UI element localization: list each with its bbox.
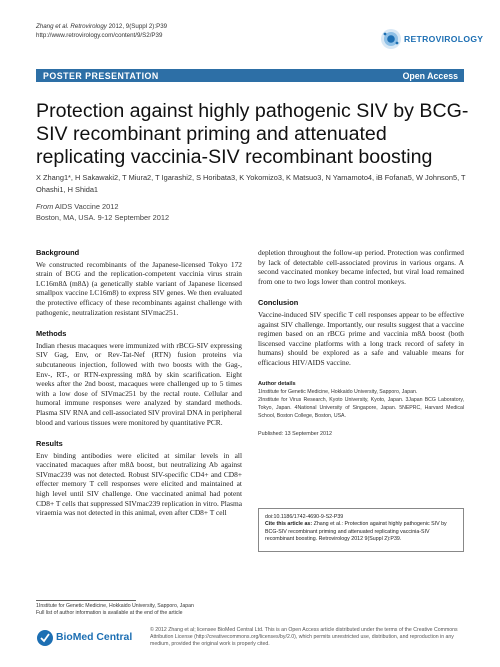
citation-journal: Retrovirology [70, 23, 107, 30]
footnote-note: Full list of author information is available at the end of the article [36, 610, 183, 617]
author-list: X Zhang1*, H Sakawaki2, T Miura2, T Igarashi2, S Horibata3, K Yokomizo3, K Matsuo3, N Yamamoto4, iB Fofana5, W Johnson5, T Ohashi1, H Shida1 [36, 173, 466, 195]
background-text: We constructed recombinants of the Japanese-licensed Tokyo 172 strain of BCG and the replication-competent vaccinia virus strain LC16m8Δ (m8Δ) (a genetically stable variant of Japanese licensed smallpox vaccine LC16m8) to express SIV genes. We then evaluated the protective efficacy of these recombinants against challenge with pathogenic, neutralization resistant SIVmac251. [36, 259, 242, 317]
results-text: Env binding antibodies were elicited at similar levels in all vaccinated macaques after m8Δ boost, but neutralizing Ab against SIVmac239 was not detected. Robust SIV-specific CD4+ and CD8+ effecter memory T cell responses were elicited and maintained at high level until SIV challenge. One vaccinated animal had potent CD8+ T cells that suppressed SIVmac239 replication in vitro. Plasma viraemia was not detected in this animal, even after CD8+ T cell [36, 450, 242, 518]
footnote [36, 603, 194, 617]
background-heading: Background [36, 248, 80, 257]
author-details-heading: Author details [258, 380, 296, 387]
retrovirology-logo-icon [380, 28, 402, 50]
cite-text: Zhang et al.: Protection against highly pathogenic SIV by BCG-SIV recombinant priming and attenuated replicating vaccinia-SIV recombinant boosting. Retrovirology 2012 9(Suppl 2):P39. [265, 521, 447, 543]
conference-info [36, 202, 169, 223]
author-details-line: 2Institute for Virus Research, Kyoto University, Kyoto, Japan. 3Japan BCG Laboratory, Tokyo, Japan. 4National University of Singapore, Japan. 5NEPRC, Harvard Medical School, Boston College, Boston, USA. [258, 396, 464, 419]
citation-authors: Zhang et al. [36, 23, 69, 30]
article-url[interactable]: http://www.retrovirology.com/content/9/S2/P39 [36, 31, 163, 39]
left-column [36, 248, 242, 530]
right-column [258, 248, 464, 440]
journal-citation [36, 23, 167, 40]
citation-volume: 2012, 9(Suppl 2):P39 [106, 23, 168, 30]
biomed-central-logo-text: BioMed Central [56, 632, 133, 643]
section-banner [36, 69, 464, 82]
conclusion-heading: Conclusion [258, 298, 299, 308]
conclusion-text: Vaccine-induced SIV specific T cell responses appear to be effective against SIV challenge. Importantly, our results suggest that a vaccine regimen based on an rBCG prime and vaccinia m8Δ boost (both liscensed vaccine platforms with a long track record of safety in humans) should be explored as a safe and valuable means for efficacious HIV/AIDS vaccine. [258, 309, 464, 367]
footnote-affiliation: 1Institute for Genetic Medicine, Hokkaido University, Sapporo, Japan [36, 603, 194, 609]
results-heading: Results [36, 439, 63, 449]
retrovirology-logo-text: RETROVIROLOGY [404, 34, 484, 44]
results-continued-text: depletion throughout the follow-up period. Protection was confirmed by lack of detectable cell-associated provirus in various organs. A second vaccinated monkey became infected, but viral load remained from one to two logs lower than control monkeys. [258, 248, 464, 286]
cite-label: Cite this article as: [265, 521, 313, 528]
footnote-divider [36, 600, 136, 601]
from-location: Boston, MA, USA. 9-12 September 2012 [36, 212, 170, 222]
published-date: Published: 13 September 2012 [258, 431, 333, 438]
citation-box [258, 508, 464, 552]
biomed-central-logo-icon [36, 629, 54, 647]
retrovirology-logo [380, 28, 484, 50]
from-label: From [36, 202, 54, 211]
author-details-line: 1Institute for Genetic Medicine, Hokkaido University, Sapporo, Japan. [258, 389, 418, 396]
banner-poster-label: POSTER PRESENTATION [43, 70, 159, 81]
biomed-central-logo [36, 629, 136, 647]
from-text: AIDS Vaccine 2012 [53, 202, 119, 211]
methods-heading: Methods [36, 329, 67, 339]
article-title: Protection against highly pathogenic SIV by BCG-SIV recombinant priming and attenuated replicating vaccinia-SIV recombinant boosting [36, 100, 469, 168]
license-text: © 2012 Zhang et al; licensee BioMed Central Ltd. This is an Open Access article distributed under the terms of the Creative Commons Attribution License (http://creativecommons.org/licenses/by/2.0), which permits unrestricted use, distribution, and reproduction in any medium, provided the original work is properly cited. [150, 627, 458, 647]
methods-text: Indian rhesus macaques were immunized with rBCG-SIV expressing SIV Gag, Env, or Rev-Tat-Nef (RTN) fusion proteins via subcutaneous injection, followed with two boosts with the Gag-, Env-, RT-, or RTN-expressing m8Δ by skin scarification. Eight weeks after the 2nd boost, macaques were challenged up to 5 times with a low dose of SIVmac251 by the rectal route. Cellular and humoral immune responses were analyzed by standard methods. Plasma SIV RNA and cell-associated SIV proviral DNA in peripheral blood and various tissues were monitored by quantitative PCR. [36, 340, 242, 427]
doi-text[interactable]: doi:10.1186/1742-4690-9-S2-P39 [265, 514, 344, 520]
banner-open-access: Open Access [402, 70, 458, 81]
